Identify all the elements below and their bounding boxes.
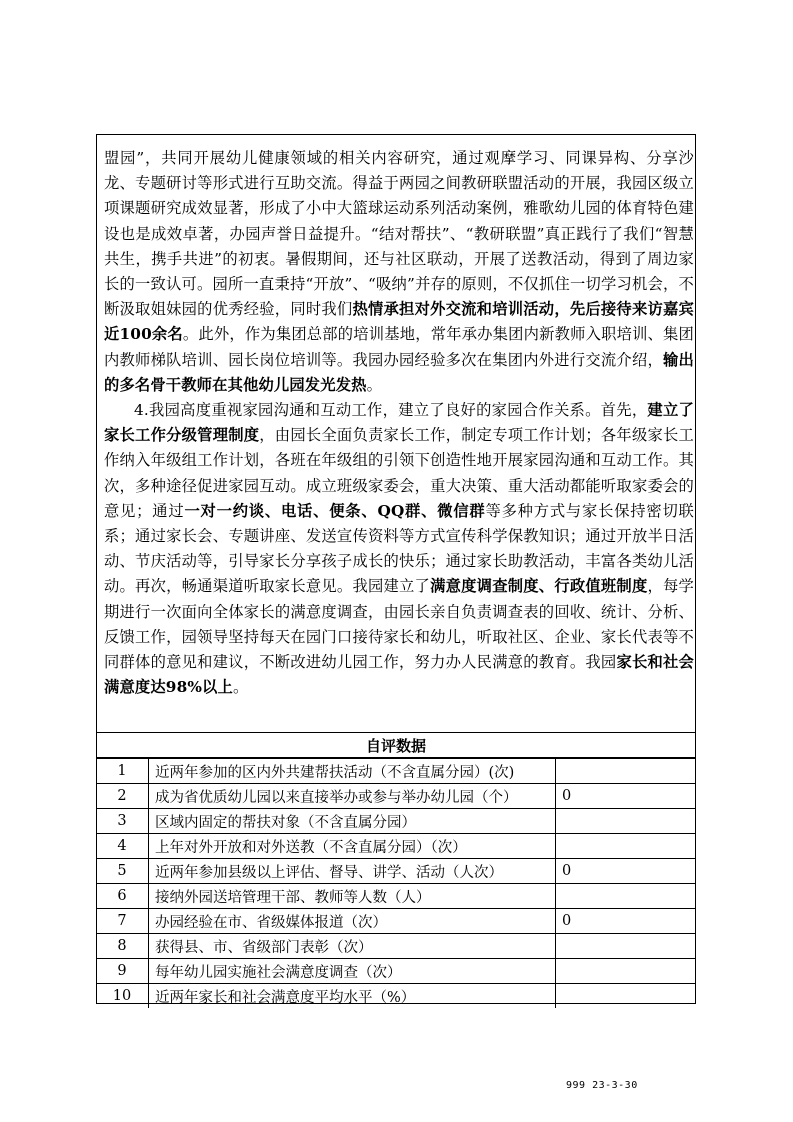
footer-stamp: 999 23-3-30: [566, 1080, 638, 1091]
row-value: [556, 984, 697, 1009]
row-number: 2: [96, 784, 149, 809]
table-row: [96, 984, 696, 1009]
p2-text-5: 。: [232, 678, 249, 697]
row-number: 1: [96, 759, 149, 784]
row-number: 10: [96, 984, 149, 1009]
row-number: 4: [96, 834, 149, 859]
table-row: [96, 759, 696, 784]
row-item: 近两年参加县级以上评估、督导、讲学、活动（人次）: [149, 859, 556, 884]
table-row: [96, 909, 696, 934]
row-number: 9: [96, 959, 149, 984]
table-row: [96, 859, 696, 884]
p1-text-2: 。此外，作为集团总部的培训基地，常年承办集团内新教师入职培训、集团内教师梯队培训、园长岗位培训等。我园办园经验多次在集团内外进行交流介绍，: [104, 325, 694, 369]
row-value: [556, 959, 697, 984]
paragraph-1: [104, 146, 694, 398]
row-item: 近两年家长和社会满意度平均水平（%）: [149, 984, 556, 1009]
p1-bold-1: 热情承担对外交流和培训活动，先后接待来访嘉宾近100余名: [104, 300, 694, 344]
body-text: [104, 146, 694, 700]
table-row: [96, 959, 696, 984]
p1-text-3: 。: [366, 375, 383, 394]
table-row: [96, 809, 696, 834]
row-number: 6: [96, 884, 149, 909]
self-eval-section: [96, 732, 696, 1008]
row-item: 获得县、市、省级部门表彰（次）: [149, 934, 556, 959]
p2-bold-2: 一对一约谈、电话、便条、QQ群、微信群: [184, 501, 486, 520]
row-item: 接纳外园送培管理干部、教师等人数（人）: [149, 884, 556, 909]
p1-bold-2: 输出的多名骨干教师在其他幼儿园发光发热: [104, 350, 694, 394]
row-number: 5: [96, 859, 149, 884]
row-number: 7: [96, 909, 149, 934]
row-value: [556, 809, 697, 834]
paragraph-2: [104, 398, 694, 700]
row-item: 办园经验在市、省级媒体报道（次）: [149, 909, 556, 934]
row-value: 0: [556, 859, 697, 884]
row-value: [556, 884, 697, 909]
p2-bold-4: 家长和社会满意度达98%以上: [104, 653, 694, 697]
row-item: 上年对外开放和对外送教（不含直属分园）（次）: [149, 834, 556, 859]
p2-text-2: ，由园长全面负责家长工作，制定专项工作计划；各年级家长工作纳入年级组工作计划，各班在年级组的引领下创造性地开展家园沟通和互动工作。其次，多种途径促进家园互动。成立班级家委会，重大决策、重大活动都能听取家委会的意见；通过: [104, 426, 694, 520]
row-item: 区域内固定的帮扶对象（不含直属分园）: [149, 809, 556, 834]
self-eval-title: 自评数据: [96, 732, 696, 758]
p2-text-1: 4.我园高度重视家园沟通和互动工作，建立了良好的家园合作关系。首先，: [134, 401, 648, 420]
table-row: [96, 784, 696, 809]
table-row: [96, 884, 696, 909]
p1-text-1: 盟园”，共同开展幼儿健康领域的相关内容研究，通过观摩学习、同课异构、分享沙龙、专题研讨等形式进行互助交流。得益于两园之间教研联盟活动的开展，我园区级立项课题研究成效显著，形成了小中大篮球运动系列活动案例，雅歌幼儿园的体育特色建设也是成效卓著，办园声誉日益提升。“结对帮扶”、“教研联盟”真正践行了我们“智慧共生，携手共进”的初衷。暑假期间，还与社区联动，开展了送教活动，得到了周边家长的一致认可。园所一直秉持“开放”、“吸纳”并存的原则，不仅抓住一切学习机会，不断汲取姐妹园的优秀经验，同时我们: [104, 149, 694, 319]
row-item: 成为省优质幼儿园以来直接举办或参与举办幼儿园（个）: [149, 784, 556, 809]
row-number: 3: [96, 809, 149, 834]
table-row: [96, 934, 696, 959]
p2-text-3: 等多种方式与家长保持密切联系；通过家长会、专题讲座、发送宣传资料等方式宣传科学保教知识；通过开放半日活动、节庆活动等，引导家长分享孩子成长的快乐；通过家长助教活动，丰富各类幼儿活动。再次，畅通渠道听取家长意见。我园建立了: [104, 501, 694, 596]
row-value: [556, 834, 697, 859]
p2-bold-1: 建立了家长工作分级管理制度: [104, 401, 695, 445]
row-value: [556, 759, 697, 784]
row-item: 近两年参加的区内外共建帮扶活动（不含直属分园）(次): [149, 759, 556, 784]
table-row: [96, 834, 696, 859]
row-value: [556, 934, 697, 959]
self-eval-table: [96, 758, 696, 1008]
p2-text-4: ，每学期进行一次面向全体家长的满意度调查，由园长亲自负责调查表的回收、统计、分析、反馈工作，园领导坚持每天在园门口接待家长和幼儿，听取社区、企业、家长代表等不同群体的意见和建议，不断改进幼儿园工作，努力办人民满意的教育。我园: [104, 577, 695, 672]
row-value: 0: [556, 784, 697, 809]
p2-bold-3: 满意度调查制度、行政值班制度: [430, 577, 648, 596]
row-number: 8: [96, 934, 149, 959]
row-item: 每年幼儿园实施社会满意度调查（次）: [149, 959, 556, 984]
row-value: 0: [556, 909, 697, 934]
